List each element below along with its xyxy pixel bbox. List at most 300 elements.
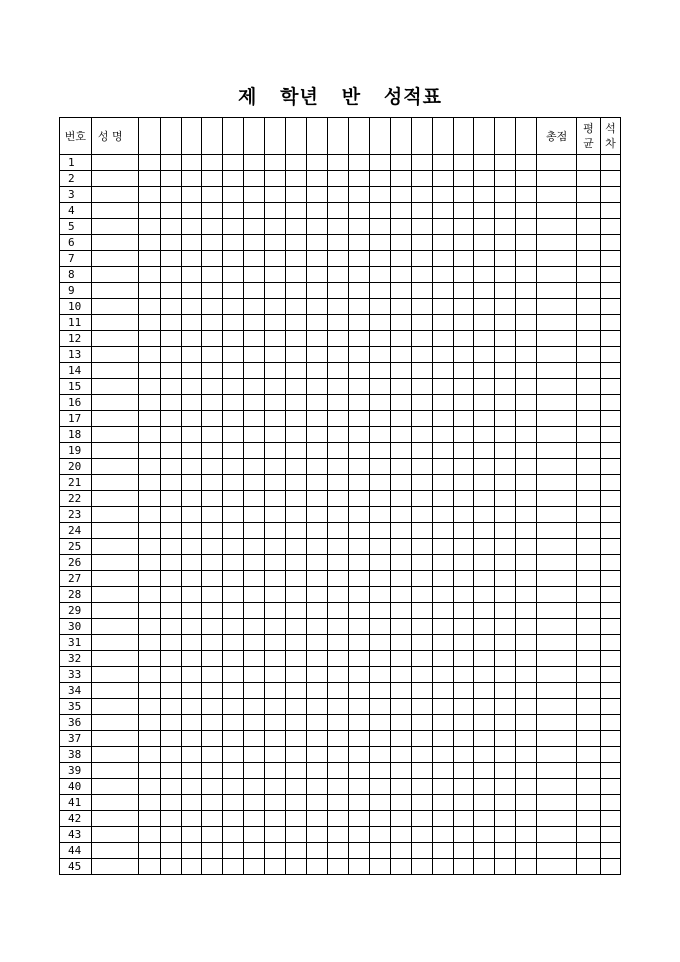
table-row	[60, 459, 621, 475]
subject-score-cell	[516, 155, 537, 171]
subject-score-cell	[369, 763, 390, 779]
subject-score-cell	[202, 715, 223, 731]
subject-score-cell	[181, 715, 202, 731]
rank-cell	[600, 427, 620, 443]
subject-score-cell	[181, 491, 202, 507]
name-cell	[91, 363, 138, 379]
row-number: 17	[60, 411, 92, 427]
subject-score-cell	[244, 683, 265, 699]
subject-score-cell	[495, 219, 516, 235]
subject-score-cell	[286, 155, 307, 171]
subject-score-cell	[327, 331, 348, 347]
subject-score-cell	[244, 459, 265, 475]
subject-score-cell	[516, 667, 537, 683]
subject-score-cell	[223, 379, 244, 395]
subject-score-cell	[223, 587, 244, 603]
average-cell	[577, 827, 601, 843]
subject-score-cell	[202, 347, 223, 363]
subject-score-cell	[369, 539, 390, 555]
average-cell	[577, 811, 601, 827]
subject-score-cell	[453, 587, 474, 603]
subject-score-cell	[390, 171, 411, 187]
header-subject-cell	[432, 118, 453, 155]
subject-score-cell	[202, 811, 223, 827]
subject-score-cell	[348, 651, 369, 667]
subject-score-cell	[348, 827, 369, 843]
subject-score-cell	[390, 379, 411, 395]
subject-score-cell	[327, 379, 348, 395]
subject-score-cell	[516, 683, 537, 699]
subject-score-cell	[286, 715, 307, 731]
subject-score-cell	[390, 731, 411, 747]
subject-score-cell	[411, 539, 432, 555]
name-cell	[91, 251, 138, 267]
average-cell	[577, 219, 601, 235]
table-row	[60, 267, 621, 283]
subject-score-cell	[138, 555, 160, 571]
subject-score-cell	[202, 667, 223, 683]
subject-score-cell	[286, 587, 307, 603]
subject-score-cell	[348, 603, 369, 619]
rank-cell	[600, 299, 620, 315]
subject-score-cell	[181, 315, 202, 331]
total-cell	[537, 283, 577, 299]
average-cell	[577, 459, 601, 475]
total-cell	[537, 539, 577, 555]
subject-score-cell	[453, 571, 474, 587]
table-row	[60, 299, 621, 315]
subject-score-cell	[160, 587, 181, 603]
subject-score-cell	[244, 155, 265, 171]
name-cell	[91, 763, 138, 779]
subject-score-cell	[495, 635, 516, 651]
subject-score-cell	[453, 219, 474, 235]
subject-score-cell	[348, 763, 369, 779]
subject-score-cell	[286, 635, 307, 651]
subject-score-cell	[307, 651, 328, 667]
row-number: 5	[60, 219, 92, 235]
subject-score-cell	[516, 267, 537, 283]
subject-score-cell	[307, 347, 328, 363]
subject-score-cell	[223, 507, 244, 523]
total-cell	[537, 299, 577, 315]
name-cell	[91, 555, 138, 571]
subject-score-cell	[286, 667, 307, 683]
subject-score-cell	[432, 251, 453, 267]
subject-score-cell	[432, 715, 453, 731]
subject-score-cell	[369, 155, 390, 171]
total-cell	[537, 459, 577, 475]
subject-score-cell	[286, 379, 307, 395]
subject-score-cell	[286, 795, 307, 811]
subject-score-cell	[223, 651, 244, 667]
row-number: 42	[60, 811, 92, 827]
subject-score-cell	[265, 251, 286, 267]
subject-score-cell	[181, 187, 202, 203]
subject-score-cell	[369, 267, 390, 283]
subject-score-cell	[244, 603, 265, 619]
subject-score-cell	[474, 763, 495, 779]
subject-score-cell	[495, 603, 516, 619]
table-row	[60, 475, 621, 491]
subject-score-cell	[432, 347, 453, 363]
subject-score-cell	[495, 763, 516, 779]
subject-score-cell	[453, 635, 474, 651]
subject-score-cell	[138, 283, 160, 299]
subject-score-cell	[348, 699, 369, 715]
subject-score-cell	[286, 827, 307, 843]
row-number: 44	[60, 843, 92, 859]
subject-score-cell	[138, 379, 160, 395]
subject-score-cell	[390, 539, 411, 555]
subject-score-cell	[202, 795, 223, 811]
rank-cell	[600, 779, 620, 795]
average-cell	[577, 715, 601, 731]
name-cell	[91, 715, 138, 731]
subject-score-cell	[327, 491, 348, 507]
table-row	[60, 731, 621, 747]
subject-score-cell	[474, 235, 495, 251]
row-number: 32	[60, 651, 92, 667]
subject-score-cell	[307, 571, 328, 587]
subject-score-cell	[327, 251, 348, 267]
table-row	[60, 411, 621, 427]
subject-score-cell	[348, 315, 369, 331]
row-number: 40	[60, 779, 92, 795]
subject-score-cell	[160, 411, 181, 427]
subject-score-cell	[453, 683, 474, 699]
subject-score-cell	[348, 491, 369, 507]
subject-score-cell	[474, 459, 495, 475]
subject-score-cell	[390, 347, 411, 363]
subject-score-cell	[369, 715, 390, 731]
subject-score-cell	[369, 523, 390, 539]
subject-score-cell	[202, 315, 223, 331]
subject-score-cell	[432, 411, 453, 427]
subject-score-cell	[138, 363, 160, 379]
subject-score-cell	[307, 859, 328, 875]
subject-score-cell	[223, 155, 244, 171]
subject-score-cell	[474, 347, 495, 363]
subject-score-cell	[286, 779, 307, 795]
rank-cell	[600, 443, 620, 459]
subject-score-cell	[265, 603, 286, 619]
subject-score-cell	[160, 459, 181, 475]
average-cell	[577, 283, 601, 299]
subject-score-cell	[390, 331, 411, 347]
subject-score-cell	[138, 571, 160, 587]
subject-score-cell	[244, 699, 265, 715]
average-cell	[577, 603, 601, 619]
subject-score-cell	[223, 363, 244, 379]
subject-score-cell	[181, 779, 202, 795]
subject-score-cell	[390, 491, 411, 507]
rank-cell	[600, 811, 620, 827]
subject-score-cell	[411, 747, 432, 763]
subject-score-cell	[390, 619, 411, 635]
header-subject-cell	[202, 118, 223, 155]
subject-score-cell	[307, 635, 328, 651]
subject-score-cell	[369, 779, 390, 795]
total-cell	[537, 731, 577, 747]
subject-score-cell	[516, 811, 537, 827]
subject-score-cell	[138, 235, 160, 251]
rank-cell	[600, 747, 620, 763]
subject-score-cell	[369, 827, 390, 843]
total-cell	[537, 635, 577, 651]
subject-score-cell	[495, 187, 516, 203]
subject-score-cell	[265, 795, 286, 811]
subject-score-cell	[411, 763, 432, 779]
subject-score-cell	[432, 763, 453, 779]
subject-score-cell	[307, 283, 328, 299]
name-cell	[91, 459, 138, 475]
subject-score-cell	[474, 251, 495, 267]
subject-score-cell	[181, 299, 202, 315]
subject-score-cell	[411, 283, 432, 299]
subject-score-cell	[160, 347, 181, 363]
rank-cell	[600, 379, 620, 395]
subject-score-cell	[181, 203, 202, 219]
subject-score-cell	[265, 683, 286, 699]
subject-score-cell	[244, 635, 265, 651]
total-cell	[537, 619, 577, 635]
subject-score-cell	[286, 571, 307, 587]
subject-score-cell	[495, 827, 516, 843]
subject-score-cell	[181, 859, 202, 875]
subject-score-cell	[348, 747, 369, 763]
subject-score-cell	[244, 859, 265, 875]
subject-score-cell	[265, 395, 286, 411]
subject-score-cell	[390, 203, 411, 219]
subject-score-cell	[390, 251, 411, 267]
subject-score-cell	[369, 651, 390, 667]
subject-score-cell	[516, 843, 537, 859]
table-row	[60, 699, 621, 715]
subject-score-cell	[390, 523, 411, 539]
row-number: 28	[60, 587, 92, 603]
row-number: 26	[60, 555, 92, 571]
subject-score-cell	[348, 843, 369, 859]
subject-score-cell	[265, 443, 286, 459]
subject-score-cell	[160, 699, 181, 715]
subject-score-cell	[411, 443, 432, 459]
subject-score-cell	[286, 171, 307, 187]
subject-score-cell	[286, 267, 307, 283]
subject-score-cell	[495, 523, 516, 539]
subject-score-cell	[516, 539, 537, 555]
table-row	[60, 603, 621, 619]
subject-score-cell	[160, 443, 181, 459]
name-cell	[91, 507, 138, 523]
subject-score-cell	[181, 171, 202, 187]
subject-score-cell	[495, 571, 516, 587]
subject-score-cell	[432, 859, 453, 875]
subject-score-cell	[516, 395, 537, 411]
total-cell	[537, 507, 577, 523]
subject-score-cell	[495, 283, 516, 299]
subject-score-cell	[244, 299, 265, 315]
table-row	[60, 507, 621, 523]
subject-score-cell	[307, 235, 328, 251]
total-cell	[537, 699, 577, 715]
subject-score-cell	[307, 315, 328, 331]
subject-score-cell	[474, 715, 495, 731]
subject-score-cell	[265, 635, 286, 651]
total-cell	[537, 523, 577, 539]
subject-score-cell	[453, 795, 474, 811]
subject-score-cell	[327, 299, 348, 315]
subject-score-cell	[244, 651, 265, 667]
subject-score-cell	[160, 683, 181, 699]
subject-score-cell	[160, 747, 181, 763]
subject-score-cell	[223, 491, 244, 507]
subject-score-cell	[138, 635, 160, 651]
name-cell	[91, 171, 138, 187]
average-cell	[577, 619, 601, 635]
subject-score-cell	[348, 427, 369, 443]
table-row	[60, 827, 621, 843]
subject-score-cell	[138, 315, 160, 331]
subject-score-cell	[474, 587, 495, 603]
name-cell	[91, 203, 138, 219]
name-cell	[91, 427, 138, 443]
subject-score-cell	[348, 347, 369, 363]
subject-score-cell	[181, 667, 202, 683]
subject-score-cell	[327, 267, 348, 283]
subject-score-cell	[223, 699, 244, 715]
name-cell	[91, 859, 138, 875]
subject-score-cell	[453, 411, 474, 427]
subject-score-cell	[474, 619, 495, 635]
subject-score-cell	[181, 795, 202, 811]
subject-score-cell	[244, 395, 265, 411]
subject-score-cell	[307, 203, 328, 219]
subject-score-cell	[244, 587, 265, 603]
subject-score-cell	[223, 779, 244, 795]
subject-score-cell	[181, 747, 202, 763]
subject-score-cell	[327, 651, 348, 667]
subject-score-cell	[390, 459, 411, 475]
subject-score-cell	[265, 571, 286, 587]
subject-score-cell	[432, 587, 453, 603]
total-cell	[537, 203, 577, 219]
subject-score-cell	[516, 411, 537, 427]
subject-score-cell	[495, 443, 516, 459]
subject-score-cell	[432, 315, 453, 331]
subject-score-cell	[369, 811, 390, 827]
subject-score-cell	[369, 219, 390, 235]
subject-score-cell	[202, 683, 223, 699]
subject-score-cell	[327, 699, 348, 715]
subject-score-cell	[453, 475, 474, 491]
total-cell	[537, 555, 577, 571]
subject-score-cell	[474, 187, 495, 203]
subject-score-cell	[348, 635, 369, 651]
subject-score-cell	[327, 859, 348, 875]
name-cell	[91, 411, 138, 427]
subject-score-cell	[327, 411, 348, 427]
subject-score-cell	[138, 811, 160, 827]
row-number: 38	[60, 747, 92, 763]
subject-score-cell	[181, 603, 202, 619]
subject-score-cell	[244, 523, 265, 539]
total-cell	[537, 715, 577, 731]
rank-cell	[600, 731, 620, 747]
subject-score-cell	[307, 763, 328, 779]
subject-score-cell	[474, 363, 495, 379]
subject-score-cell	[286, 459, 307, 475]
average-cell	[577, 299, 601, 315]
subject-score-cell	[160, 667, 181, 683]
average-cell	[577, 251, 601, 267]
subject-score-cell	[265, 427, 286, 443]
subject-score-cell	[432, 283, 453, 299]
average-cell	[577, 779, 601, 795]
subject-score-cell	[369, 347, 390, 363]
subject-score-cell	[348, 619, 369, 635]
subject-score-cell	[369, 363, 390, 379]
subject-score-cell	[160, 331, 181, 347]
subject-score-cell	[265, 475, 286, 491]
subject-score-cell	[160, 827, 181, 843]
subject-score-cell	[286, 811, 307, 827]
subject-score-cell	[369, 603, 390, 619]
subject-score-cell	[327, 827, 348, 843]
subject-score-cell	[286, 651, 307, 667]
subject-score-cell	[516, 331, 537, 347]
subject-score-cell	[495, 331, 516, 347]
row-number: 43	[60, 827, 92, 843]
subject-score-cell	[516, 699, 537, 715]
subject-score-cell	[453, 859, 474, 875]
subject-score-cell	[327, 747, 348, 763]
average-cell	[577, 635, 601, 651]
subject-score-cell	[160, 187, 181, 203]
subject-score-cell	[307, 395, 328, 411]
subject-score-cell	[160, 523, 181, 539]
average-cell	[577, 427, 601, 443]
subject-score-cell	[181, 539, 202, 555]
subject-score-cell	[160, 779, 181, 795]
subject-score-cell	[202, 475, 223, 491]
subject-score-cell	[202, 411, 223, 427]
subject-score-cell	[432, 731, 453, 747]
rank-cell	[600, 283, 620, 299]
subject-score-cell	[453, 699, 474, 715]
subject-score-cell	[390, 507, 411, 523]
table-row	[60, 427, 621, 443]
subject-score-cell	[265, 315, 286, 331]
subject-score-cell	[453, 763, 474, 779]
total-cell	[537, 331, 577, 347]
subject-score-cell	[244, 283, 265, 299]
subject-score-cell	[453, 427, 474, 443]
subject-score-cell	[160, 507, 181, 523]
subject-score-cell	[223, 747, 244, 763]
subject-score-cell	[223, 443, 244, 459]
rank-cell	[600, 331, 620, 347]
subject-score-cell	[223, 251, 244, 267]
table-row	[60, 635, 621, 651]
subject-score-cell	[369, 203, 390, 219]
subject-score-cell	[265, 731, 286, 747]
subject-score-cell	[244, 843, 265, 859]
header-subject-cell	[160, 118, 181, 155]
subject-score-cell	[202, 747, 223, 763]
subject-score-cell	[181, 363, 202, 379]
subject-score-cell	[160, 603, 181, 619]
